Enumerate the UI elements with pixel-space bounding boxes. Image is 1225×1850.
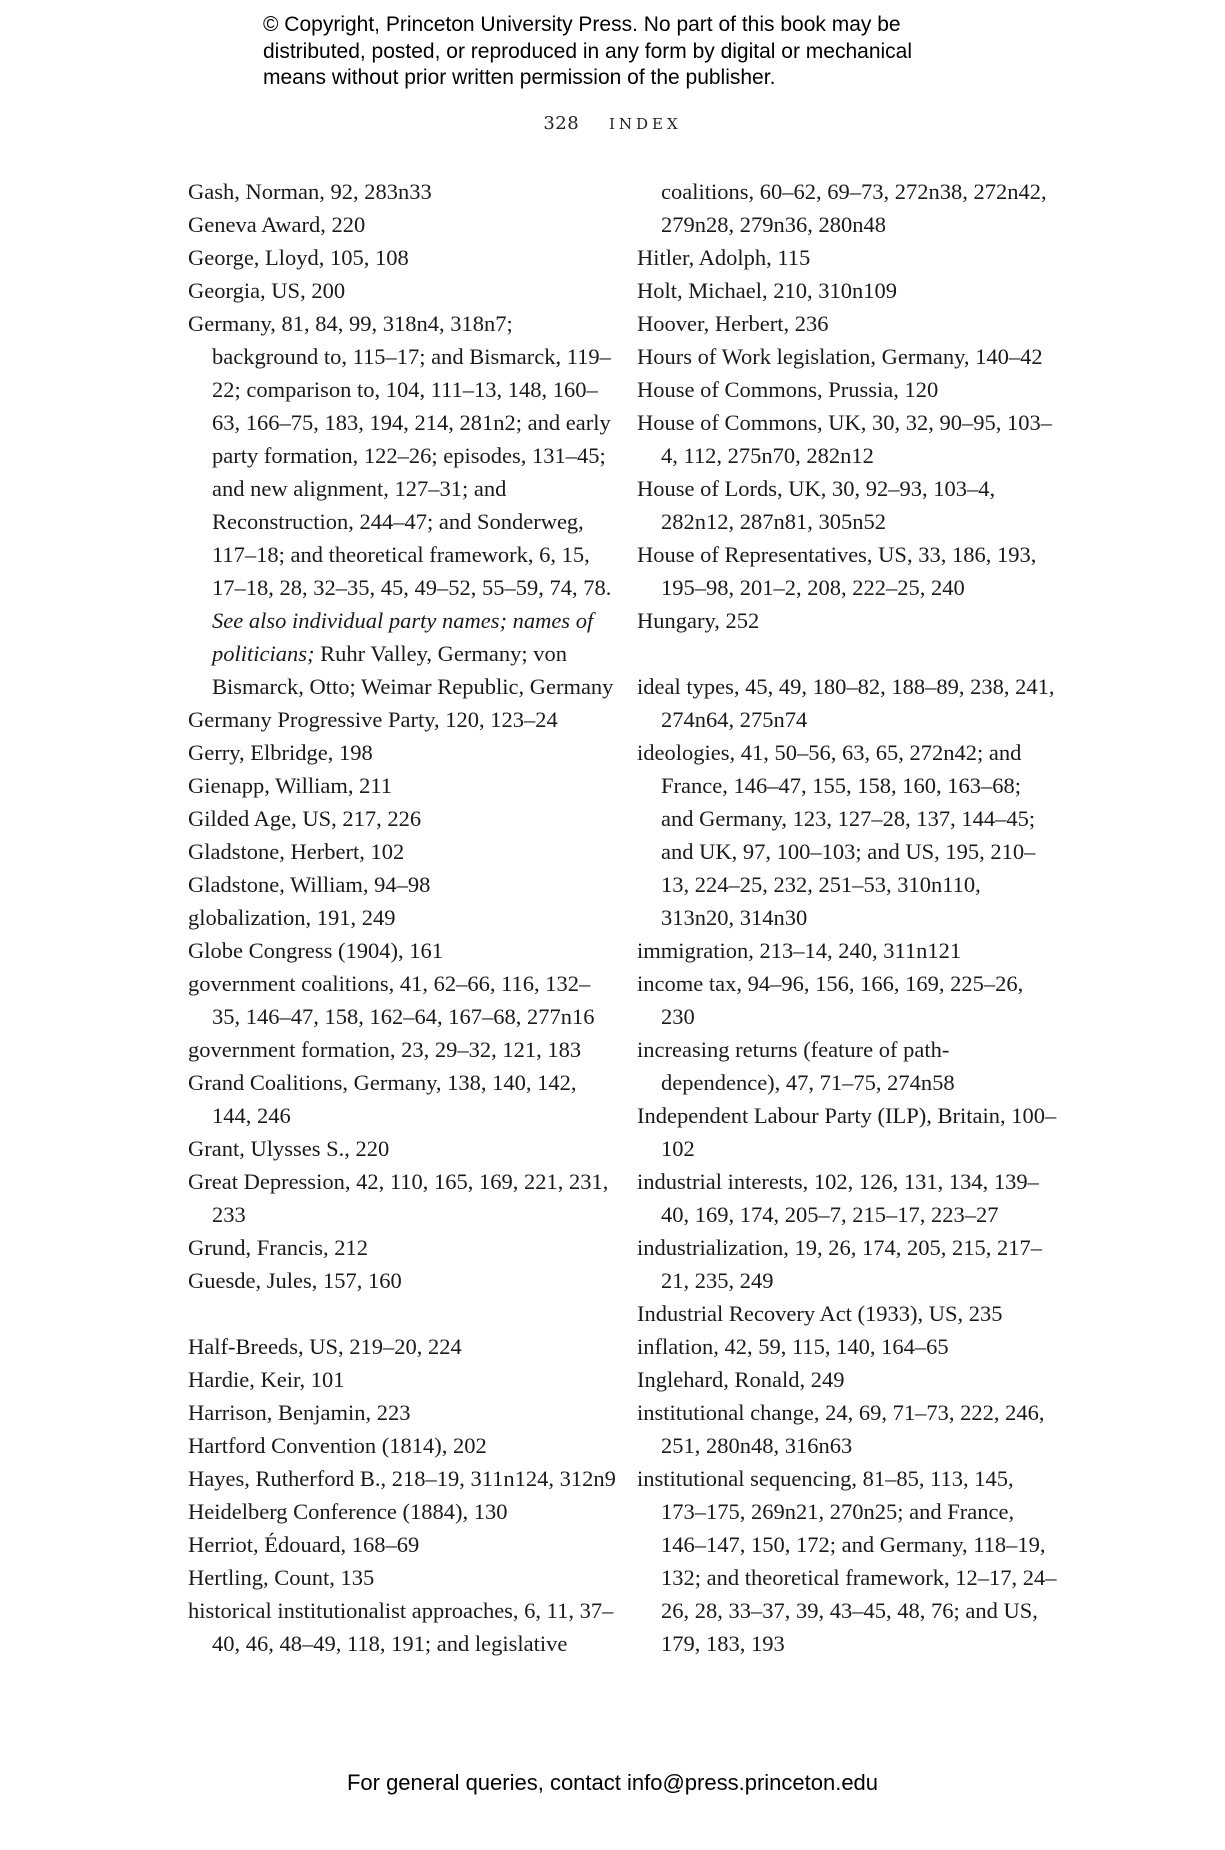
index-entry: Hitler, Adolph, 115 [637,245,811,270]
page-number: 328 [543,113,580,134]
index-entry: industrial interests, 102, 126, 131, 134, 139–40, 169, 174, 205–7, 215–17, 223–27 [637,1169,1039,1227]
index-entry: Gienapp, William, 211 [188,773,393,798]
index-entry: Great Depression, 42, 110, 165, 169, 221, 231, 233 [188,1169,609,1227]
index-entry: income tax, 94–96, 156, 166, 169, 225–26, 230 [637,971,1024,1029]
index-entry: Gladstone, William, 94–98 [188,872,431,897]
index-entry: George, Lloyd, 105, 108 [188,245,409,270]
copyright-line-2: distributed, posted, or reproduced in any form by digital or mechanical [263,39,913,63]
index-entry: Geneva Award, 220 [188,212,366,237]
index-entry: House of Commons, Prussia, 120 [637,377,939,402]
index-entry: Half-Breeds, US, 219–20, 224 [188,1334,462,1359]
index-entry: Gash, Norman, 92, 283n33 [188,179,432,204]
index-entry: Industrial Recovery Act (1933), US, 235 [637,1301,1003,1326]
index-entry: ideal types, 45, 49, 180–82, 188–89, 238, 241, 274n64, 275n74 [637,674,1055,732]
index-entry: Hours of Work legislation, Germany, 140–42 [637,344,1043,369]
index-entry: globalization, 191, 249 [188,905,396,930]
index-entry: Grant, Ulysses S., 220 [188,1136,390,1161]
index-entry: government coalitions, 41, 62–66, 116, 132–35, 146–47, 158, 162–64, 167–68, 277n16 [188,971,595,1029]
index-entry: industrialization, 19, 26, 174, 205, 215, 217–21, 235, 249 [637,1235,1042,1293]
index-entry: Globe Congress (1904), 161 [188,938,443,963]
index-column-right [637,175,1057,1660]
footer-contact: For general queries, contact info@press.princeton.edu [346,1770,879,1795]
section-title: INDEX [608,115,682,133]
index-entry: Hungary, 252 [637,608,760,633]
index-entry-text: Germany, 81, 84, 99, 318n4, 318n7; background to, 115–17; and Bismarck, 119–22; comparison to, 104, 111–13, 148, 160–63, 166–75, 183, 194, 214, 281n2; and early party formation, 122–26; episodes, 131–45; and new alignment, 127–31; and Reconstruction, 244–47; and Sonderweg, 117–18; and theoretical framework, 6, 15, 17–18, 28, 32–35, 45, 49–52, 55–59, 74, 78. [188,311,612,600]
running-head [0,113,1225,134]
index-entry: institutional change, 24, 69, 71–73, 222, 246, 251, 280n48, 316n63 [637,1400,1045,1458]
index-entry: Hertling, Count, 135 [188,1565,375,1590]
copyright-line-3: means without prior written permission of the publisher. [263,66,776,89]
index-entry: immigration, 213–14, 240, 311n121 [637,938,962,963]
index-entry: House of Lords, UK, 30, 92–93, 103–4, 282n12, 287n81, 305n52 [637,476,996,534]
copyright-notice [263,12,1023,92]
index-entry: Harrison, Benjamin, 223 [188,1400,411,1425]
index-entry: ideologies, 41, 50–56, 63, 65, 272n42; and France, 146–47, 155, 158, 160, 163–68; and Germany, 123, 127–28, 137, 144–45; and UK, 97, 100–103; and US, 195, 210–13, 224–25, 232, 251–53, 310n110, 313n20, 314n30 [637,740,1036,930]
index-entry: Gerry, Elbridge, 198 [188,740,373,765]
index-entry: inflation, 42, 59, 115, 140, 164–65 [637,1334,949,1359]
index-entry: Hoover, Herbert, 236 [637,311,829,336]
index-entry: increasing returns (feature of path-dependence), 47, 71–75, 274n58 [637,1037,955,1095]
index-column-left [188,175,618,1660]
index-entry: Hayes, Rutherford B., 218–19, 311n124, 312n9 [188,1466,616,1491]
index-entry: Germany Progressive Party, 120, 123–24 [188,707,558,732]
index-entry: House of Representatives, US, 33, 186, 193, 195–98, 201–2, 208, 222–25, 240 [637,542,1037,600]
index-entry: Inglehard, Ronald, 249 [637,1367,845,1392]
index-entry-tail: Ruhr Valley, Germany; von Bismarck, Otto; Weimar Republic, Germany [212,641,614,699]
see-also-reference: See also individual party names; names of politicians; [212,608,594,666]
index-entry: Gladstone, Herbert, 102 [188,839,405,864]
index-entry: Herriot, Édouard, 168–69 [188,1532,420,1557]
copyright-line-1: © Copyright, Princeton University Press. No part of this book may be [263,13,901,36]
index-entry: Grand Coalitions, Germany, 138, 140, 142, 144, 246 [188,1070,577,1128]
index-entry: House of Commons, UK, 30, 32, 90–95, 103–4, 112, 275n70, 282n12 [637,410,1052,468]
index-entry: Gilded Age, US, 217, 226 [188,806,422,831]
index-entry-germany [188,307,618,703]
index-entry: Heidelberg Conference (1884), 130 [188,1499,508,1524]
index-entry: Guesde, Jules, 157, 160 [188,1268,402,1293]
index-entry: Hardie, Keir, 101 [188,1367,345,1392]
index-entry: historical institutionalist approaches, 6, 11, 37–40, 46, 48–49, 118, 191; and legislative [188,1598,614,1656]
index-entry: institutional sequencing, 81–85, 113, 145, 173–175, 269n21, 270n25; and France, 146–147, 150, 172; and Germany, 118–19, 132; and theoretical framework, 12–17, 24–26, 28, 33–37, 39, 43–45, 48, 76; and US, 179, 183, 193 [637,1466,1057,1656]
index-entry: Hartford Convention (1814), 202 [188,1433,487,1458]
index-entry-continuation: coalitions, 60–62, 69–73, 272n38, 272n42, 279n28, 279n36, 280n48 [661,179,1047,237]
letter-group-gap [188,1297,618,1330]
index-entry: government formation, 23, 29–32, 121, 183 [188,1037,582,1062]
index-entry: Georgia, US, 200 [188,278,346,303]
index-entry: Independent Labour Party (ILP), Britain, 100–102 [637,1103,1057,1161]
index-entry: Grund, Francis, 212 [188,1235,368,1260]
letter-group-gap [637,637,1057,670]
index-entry: Holt, Michael, 210, 310n109 [637,278,897,303]
